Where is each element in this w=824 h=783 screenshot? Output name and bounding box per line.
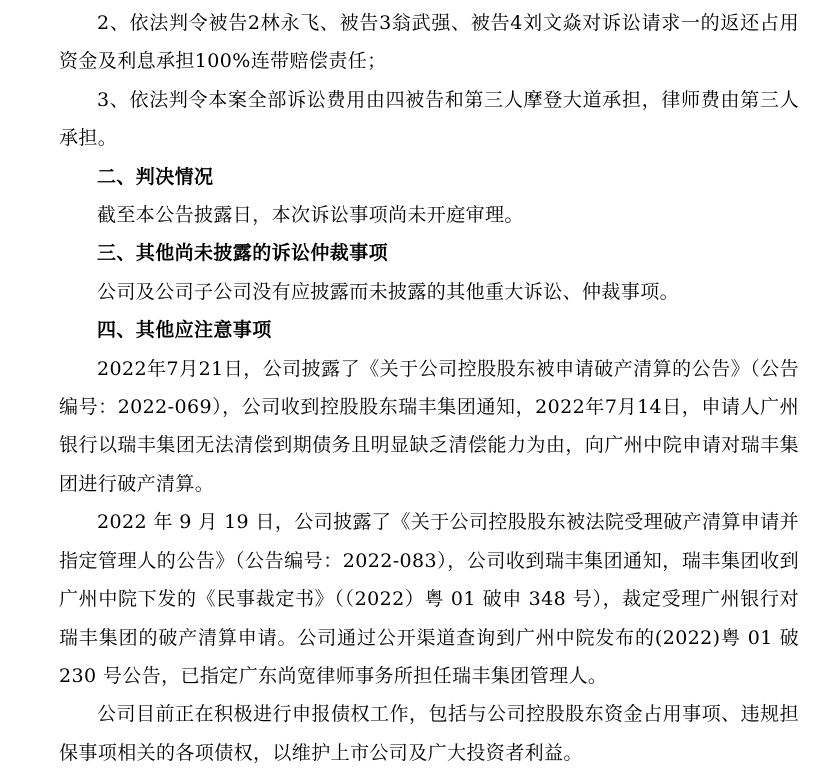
document-body [59, 4, 799, 772]
paragraph-bankruptcy-acceptance: 2022 年 9 月 19 日，公司披露了《关于公司控股股东被法院受理破产清算申请并指定管理人的公告》（公告编号：2022-083），公司收到瑞丰集团通知，瑞丰集团收到广州中院下发的《民事裁定书》（（2022）粤 01 破申 348 号），裁定受理广州银行对瑞丰集团的破产清算申请。公司通过公开渠道查询到广州中院发布的(2022)粤 01 破 230 号公告，已指定广东尚宽律师事务所担任瑞丰集团管理人。 [59, 511, 799, 687]
paragraph-claim-2: 2、依法判令被告2林永飞、被告3翁武强、被告4刘文焱对诉讼请求一的返还占用资金及利息承担100%连带赔偿责任； [59, 12, 799, 73]
paragraph-creditor-claims: 公司目前正在积极进行申报债权工作，包括与公司控股股东资金占用事项、违规担保事项相关的各项债权，以维护上市公司及广大投资者利益。 [59, 703, 799, 764]
paragraph-claim-3: 3、依法判令本案全部诉讼费用由四被告和第三人摩登大道承担，律师费由第三人承担。 [59, 88, 799, 150]
section-heading-other-matters: 四、其他应注意事项 [97, 319, 272, 342]
paragraph-other-litigation: 公司及公司子公司没有应披露而未披露的其他重大诉讼、仲裁事项。 [97, 280, 680, 303]
section-heading-other-litigation: 三、其他尚未披露的诉讼仲裁事项 [97, 242, 389, 265]
paragraph-bankruptcy-application: 2022年7月21日，公司披露了《关于公司控股股东被申请破产清算的公告》（公告编号：2022-069），公司收到控股股东瑞丰集团通知，2022年7月14日，申请人广州银行以瑞丰集团无法清偿到期债务且明显缺乏清偿能力为由，向广州中院申请对瑞丰集团进行破产清算。 [59, 357, 799, 495]
section-heading-judgment: 二、判决情况 [97, 165, 214, 188]
paragraph-judgment-status: 截至本公告披露日，本次诉讼事项尚未开庭审理。 [97, 204, 524, 227]
